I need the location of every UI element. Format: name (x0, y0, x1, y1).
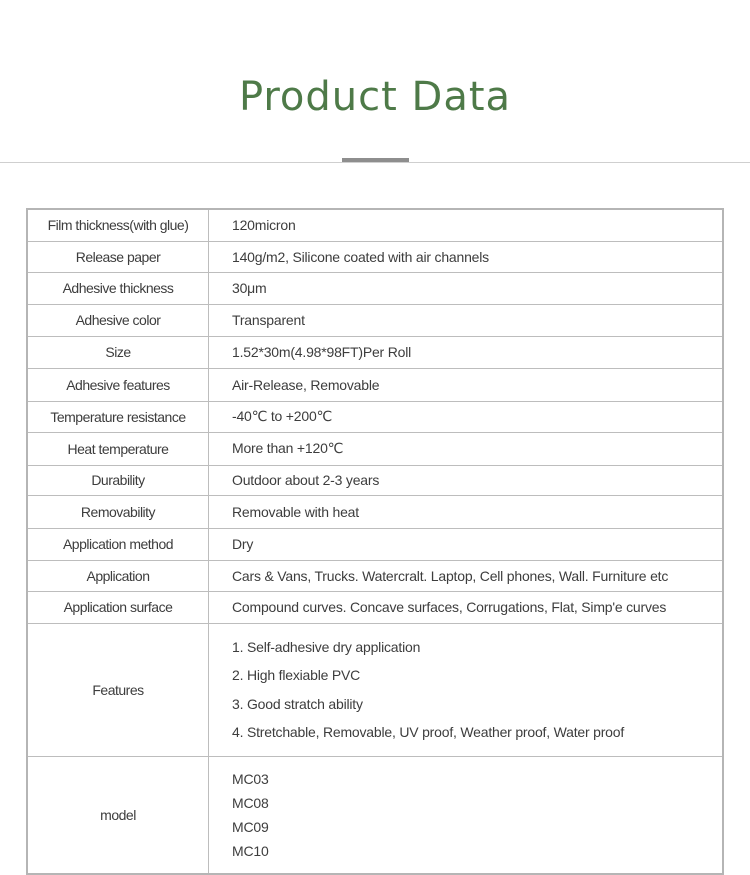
row-label: Application (27, 560, 209, 591)
row-label: Temperature resistance (27, 401, 209, 432)
row-value: Cars & Vans, Trucks. Watercralt. Laptop, Cell phones, Wall. Furniture etc (209, 560, 724, 591)
table-row (27, 209, 723, 241)
model-label: model (27, 756, 209, 874)
row-label: Adhesive features (27, 368, 209, 401)
feature-item: 4. Stretchable, Removable, UV proof, Weather proof, Water proof (232, 724, 625, 740)
table-row (27, 591, 723, 623)
table-row (27, 528, 723, 560)
row-value: 140g/m2, Silicone coated with air channels (209, 241, 724, 272)
title-divider-accent (342, 158, 409, 162)
row-label: Adhesive color (27, 304, 209, 336)
model-item: MC10 (232, 842, 269, 859)
table-row-features (27, 623, 723, 756)
row-value: Outdoor about 2-3 years (209, 465, 724, 495)
feature-item: 1. Self-adhesive dry application (232, 638, 421, 655)
table-row (27, 401, 723, 432)
table-row (27, 336, 723, 368)
row-value: More than +120℃ (209, 432, 724, 465)
row-label: Film thickness(with glue) (27, 209, 209, 241)
row-value: 1.52*30m(4.98*98FT)Per Roll (209, 336, 724, 368)
row-label: Size (27, 336, 209, 368)
features-list (209, 623, 724, 756)
feature-item: 2. High flexiable PVC (232, 667, 361, 683)
table-row (27, 465, 723, 495)
table-row-model (27, 756, 723, 874)
row-value: Dry (209, 528, 724, 560)
row-label: Removability (27, 495, 209, 528)
product-data-table (26, 208, 724, 875)
table-row (27, 241, 723, 272)
table-row (27, 432, 723, 465)
row-value: Compound curves. Concave surfaces, Corrugations, Flat, Simp'e curves (209, 591, 724, 623)
row-value: 30μm (209, 272, 724, 304)
row-label: Application surface (27, 591, 209, 623)
table-row (27, 272, 723, 304)
table-row (27, 304, 723, 336)
row-value: Removable with heat (209, 495, 724, 528)
row-value: Transparent (209, 304, 724, 336)
table-row (27, 495, 723, 528)
title-divider (0, 162, 750, 163)
model-item: MC03 (232, 770, 269, 787)
feature-item: 3. Good stratch ability (232, 695, 363, 712)
features-label: Features (27, 623, 209, 756)
row-label: Application method (27, 528, 209, 560)
model-item: MC08 (232, 794, 269, 811)
row-label: Durability (27, 465, 209, 495)
row-value: Air-Release, Removable (209, 368, 724, 401)
model-list (209, 756, 724, 874)
table-row (27, 368, 723, 401)
row-value: -40℃ to +200℃ (209, 401, 724, 432)
page-title: Product Data (238, 74, 512, 120)
row-label: Heat temperature (27, 432, 209, 465)
table-row (27, 560, 723, 591)
row-value: 120micron (209, 209, 724, 241)
row-label: Adhesive thickness (27, 272, 209, 304)
model-item: MC09 (232, 818, 269, 835)
row-label: Release paper (27, 241, 209, 272)
